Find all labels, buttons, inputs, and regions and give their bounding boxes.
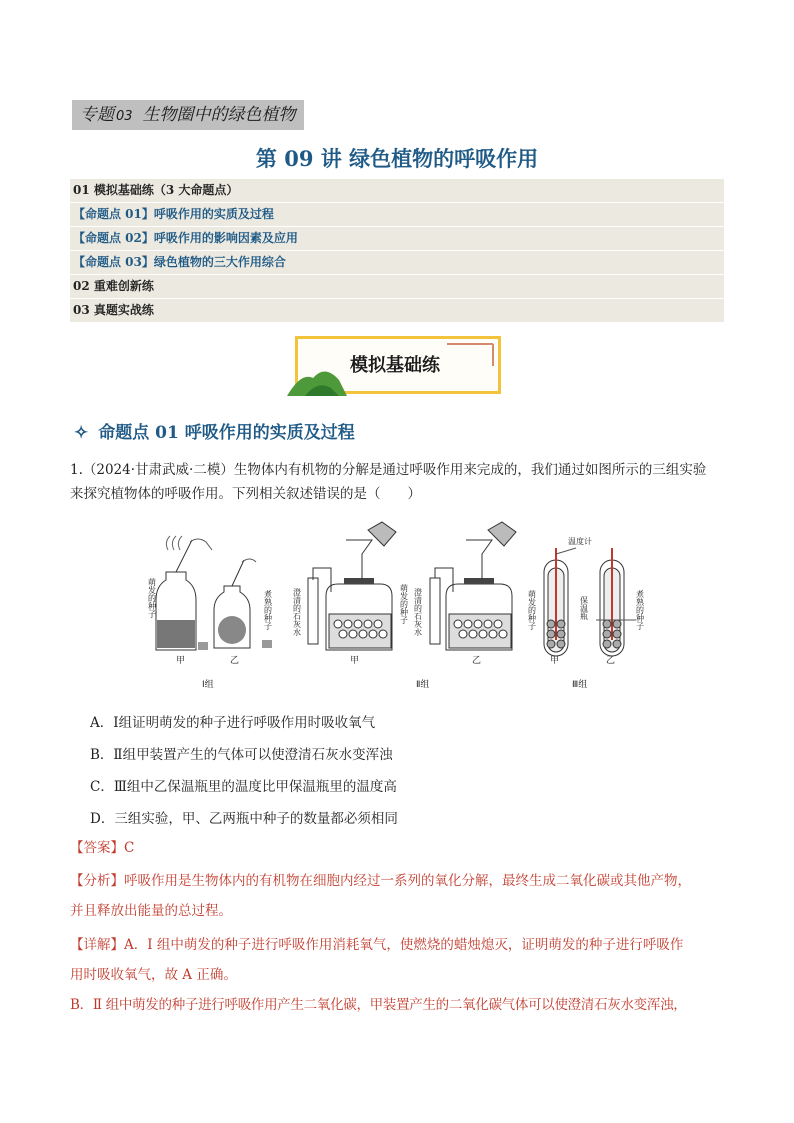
label-group2: Ⅱ组 bbox=[416, 680, 430, 690]
toc-item[interactable]: 03 真题实战练 bbox=[70, 299, 724, 322]
answer-value: C bbox=[124, 840, 135, 856]
label-limewater-2a: 澄清的石灰水 bbox=[292, 588, 302, 636]
answer-line bbox=[70, 833, 730, 863]
label-boiled-seeds-3: 煮熟的种子 bbox=[635, 590, 645, 630]
label-thermometer: 温度计 bbox=[568, 537, 592, 546]
lecture-title: 第 09 讲 绿色植物的呼吸作用 bbox=[255, 146, 539, 171]
label-limewater-2b: 澄清的石灰水 bbox=[413, 588, 423, 636]
label-germinating-seeds-3: 萌发的种子 bbox=[527, 590, 537, 630]
label-germinating-seeds-2a: 萌发的种子 bbox=[399, 584, 409, 624]
group2-jia-apparatus bbox=[308, 522, 396, 650]
experiment-figure bbox=[140, 520, 660, 695]
topic-number: 03 bbox=[116, 109, 133, 124]
label-yi-2: 乙 bbox=[472, 656, 482, 666]
detail-text: B．Ⅱ 组中萌发的种子进行呼吸作用产生二氧化碳，甲装置产生的二氧化碳气体可以使澄清石灰水变浑浊， bbox=[70, 997, 687, 1013]
option-a[interactable]: A．Ⅰ组证明萌发的种子进行呼吸作用时吸收氧气 bbox=[90, 715, 376, 731]
label-yi-3: 乙 bbox=[606, 656, 616, 666]
option-d[interactable]: D．三组实验，甲、乙两瓶中种子的数量都必须相同 bbox=[90, 811, 398, 827]
label-jia-2: 甲 bbox=[350, 656, 360, 666]
group1-apparatus bbox=[156, 536, 272, 650]
toc-item[interactable]: 01 模拟基础练（3 大命题点） bbox=[70, 179, 724, 202]
topic-name: 生物圈中的绿色植物 bbox=[142, 105, 296, 125]
label-group1: Ⅰ组 bbox=[202, 680, 214, 690]
section-heading bbox=[74, 418, 355, 443]
detail-text: 用时吸收氧气，故 A 正确。 bbox=[70, 967, 237, 983]
label-germinating-seeds-1: 萌发的种子 bbox=[147, 578, 157, 618]
question-line: 来探究植物体的呼吸作用。下列相关叙述错误的是（ ） bbox=[70, 486, 421, 502]
toc bbox=[70, 179, 724, 323]
detail-block bbox=[70, 930, 730, 1020]
option-c[interactable]: C．Ⅲ组中乙保温瓶里的温度比甲保温瓶里的温度高 bbox=[90, 779, 397, 795]
analysis-block bbox=[70, 866, 730, 926]
sparkle-icon: ✧ bbox=[74, 423, 89, 443]
section-heading-text: 命题点 01 呼吸作用的实质及过程 bbox=[98, 423, 355, 443]
toc-item[interactable]: 【命题点 03】绿色植物的三大作用综合 bbox=[70, 251, 724, 274]
option-b[interactable]: B．Ⅱ组甲装置产生的气体可以使澄清石灰水变浑浊 bbox=[90, 747, 393, 763]
analysis-text: 呼吸作用是生物体内的有机物在细胞内经过一系列的氧化分解，最终生成二氧化碳或其他产物， bbox=[124, 873, 691, 889]
section-banner bbox=[287, 336, 503, 396]
label-boiled-seeds-1: 煮熟的种子 bbox=[263, 590, 273, 630]
topic-prefix: 专题 bbox=[80, 105, 114, 125]
group2-yi-apparatus bbox=[430, 522, 516, 650]
answer-label: 【答案】 bbox=[70, 840, 124, 856]
question-line: 1.（2024·甘肃武威·二模）生物体内有机物的分解是通过呼吸作用来完成的，我们通过如图所示的三组实验 bbox=[70, 462, 707, 478]
label-thermos: 保温瓶 bbox=[579, 596, 589, 620]
toc-item[interactable]: 【命题点 01】呼吸作用的实质及过程 bbox=[70, 203, 724, 226]
analysis-label: 【分析】 bbox=[70, 873, 124, 889]
banner-label: 模拟基础练 bbox=[350, 355, 440, 376]
group3-apparatus bbox=[544, 548, 636, 656]
toc-item[interactable]: 02 重难创新练 bbox=[70, 275, 724, 298]
analysis-text: 并且释放出能量的总过程。 bbox=[70, 903, 232, 919]
detail-label: 【详解】 bbox=[70, 937, 124, 953]
label-group3: Ⅲ组 bbox=[572, 680, 588, 690]
topic-tag bbox=[72, 100, 304, 130]
label-yi-1: 乙 bbox=[230, 656, 240, 666]
label-jia-1: 甲 bbox=[176, 656, 186, 666]
detail-text: A．Ⅰ 组中萌发的种子进行呼吸作用消耗氧气，使燃烧的蜡烛熄灭，证明萌发的种子进行呼吸作 bbox=[124, 937, 684, 953]
question-stem bbox=[70, 458, 706, 506]
label-jia-3: 甲 bbox=[550, 656, 560, 666]
toc-item[interactable]: 【命题点 02】呼吸作用的影响因素及应用 bbox=[70, 227, 724, 250]
